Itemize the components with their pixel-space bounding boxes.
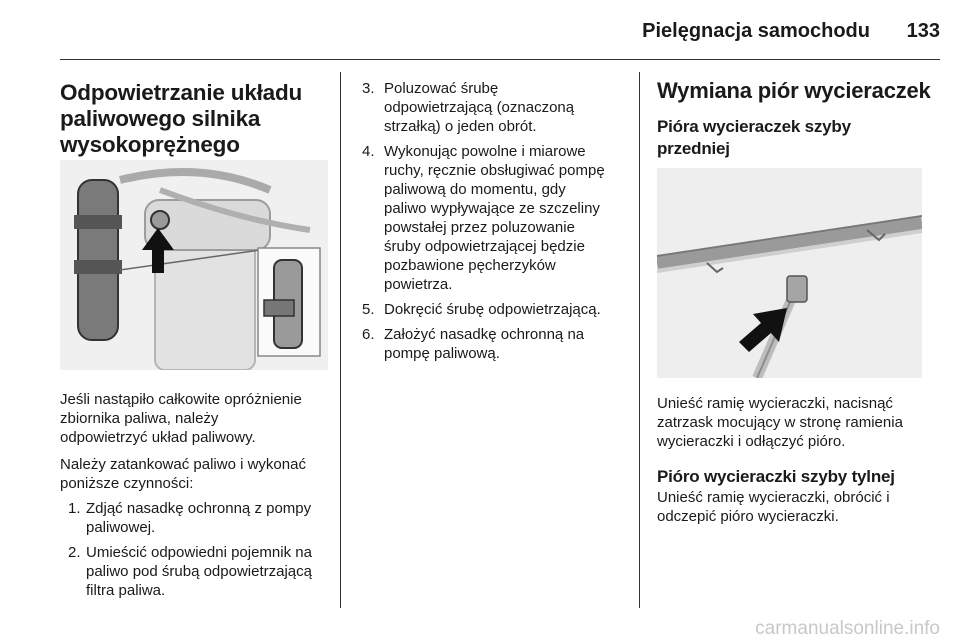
right-text-block: [657, 394, 942, 526]
running-header-title: Pielęgnacja samochodu: [642, 20, 870, 42]
left-column: [60, 80, 330, 158]
column-divider-left: [340, 72, 341, 608]
step-item: 4. Wykonując powolne i miarowe ruchy, ręcznie obsługiwać pompę paliwową do momentu, gdy paliwo wypływające ze szczeliny powstałej przez poluzowanie śruby odpowietrzającej będzie pozbawione pęcherzyków powietrza.: [362, 143, 605, 293]
step-item: 2. Umieścić odpowiedni pojemnik na paliwo pod śrubą odpowietrzającą filtra paliwa.: [68, 544, 312, 599]
wiper-illustration: [657, 168, 922, 378]
step-item: 3. Poluzować śrubę odpowietrzającą (oznaczoną strzałką) o jeden obrót.: [362, 80, 575, 135]
steps-list-middle: [362, 79, 634, 363]
watermark: carmanualsonline.info: [755, 618, 940, 639]
section-heading-fuel-bleed: Odpowietrzanie układu paliwowego silnika wysokoprężnego: [60, 80, 303, 157]
intro-paragraph: Jeśli nastąpiło całkowite opróżnienie zbiornika paliwa, należy odpowietrzyć układ paliwowy.: [60, 391, 302, 446]
page-number: 133: [906, 20, 940, 42]
subheading-front-wipers: Pióra wycieraczek szyby przedniej: [657, 117, 851, 158]
left-text-block: [60, 390, 335, 600]
fuel-filter-drawing: [60, 160, 328, 370]
subheading-rear-wiper: Pióro wycieraczki szyby tylnej: [657, 467, 895, 486]
step-item: 5. Dokręcić śrubę odpowietrzającą.: [362, 301, 601, 318]
step-item: 6. Założyć nasadkę ochronną na pompę paliwową.: [362, 326, 585, 362]
instruction-paragraph: Należy zatankować paliwo i wykonać poniższe czynności:: [60, 456, 306, 492]
rear-wiper-paragraph: Unieść ramię wycieraczki, obrócić i odczepić pióro wycieraczki.: [657, 489, 890, 525]
middle-column: [362, 79, 634, 363]
column-divider-right: [639, 72, 640, 608]
section-heading-wipers: Wymiana piór wycieraczek: [657, 78, 931, 103]
wiper-drawing: [657, 168, 922, 378]
step-item: 1. Zdjąć nasadkę ochronną z pompy paliwowej.: [68, 500, 312, 536]
front-wiper-paragraph: Unieść ramię wycieraczki, nacisnąć zatrzask mocujący w stronę ramienia wycieraczki i odłączyć pióro.: [657, 395, 903, 450]
steps-list-left: [60, 499, 335, 600]
right-column: [657, 78, 942, 160]
fuel-filter-illustration: [60, 160, 328, 370]
header-rule: [60, 59, 940, 60]
